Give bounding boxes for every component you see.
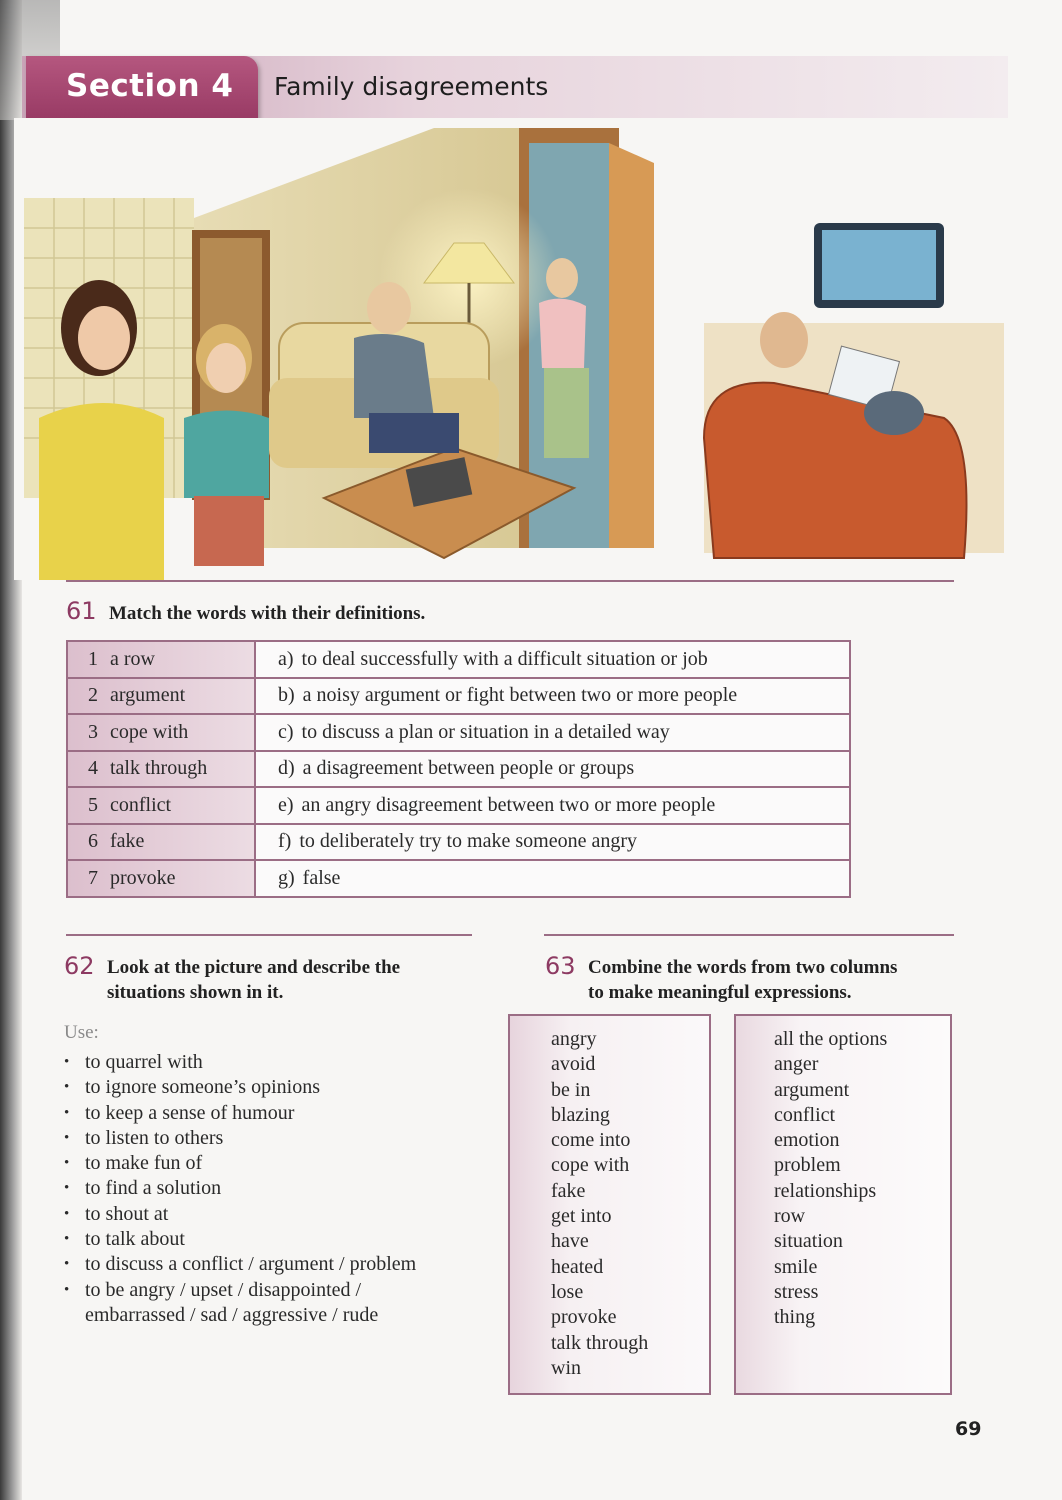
- word-text: cope with: [110, 720, 189, 743]
- word-cell: [67, 824, 255, 861]
- definition-letter: d): [278, 757, 295, 780]
- use-phrase-item: • to listen to others: [64, 1126, 484, 1151]
- definition-row: [67, 787, 850, 824]
- right-column-word: relationships: [774, 1179, 877, 1202]
- left-column-word: be in: [551, 1078, 591, 1101]
- definition-letter: a): [278, 647, 294, 670]
- left-column-word: avoid: [551, 1053, 596, 1076]
- definition-letter: b): [278, 684, 295, 707]
- right-column-word: conflict: [774, 1103, 836, 1126]
- rule-61: [66, 580, 954, 582]
- use-phrase-item: • to find a solution: [64, 1176, 484, 1201]
- exercise-61-number: 61: [66, 597, 97, 625]
- definition-text: an angry disagreement between two or more people: [301, 793, 716, 816]
- word-text: provoke: [110, 866, 176, 889]
- left-column-word: blazing: [551, 1103, 610, 1126]
- definition-row: [67, 678, 850, 715]
- left-column-word: lose: [551, 1280, 584, 1303]
- definition-cell: [255, 678, 850, 715]
- section-label: Section 4: [66, 68, 234, 104]
- definition-text: to deliberately try to make someone angry: [299, 830, 637, 853]
- definition-cell: [255, 714, 850, 751]
- left-column-word: come into: [551, 1129, 631, 1152]
- definition-cell: [255, 824, 850, 861]
- left-column-word: provoke: [551, 1306, 617, 1329]
- use-phrase-item: • to shout at: [64, 1202, 484, 1227]
- definition-letter: c): [278, 720, 294, 743]
- word-cell: [67, 641, 255, 678]
- left-column-word: get into: [551, 1205, 612, 1228]
- definition-text: a noisy argument or fight between two or more people: [302, 684, 738, 707]
- right-column-word: thing: [774, 1306, 816, 1329]
- word-text: fake: [110, 830, 145, 853]
- use-phrase-item: • to talk about: [64, 1227, 484, 1252]
- definition-text: a disagreement between people or groups: [302, 757, 635, 780]
- exercise-63-instruction-line1: Combine the words from two columns: [588, 957, 898, 978]
- use-phrase-item: • to be angry / upset / disappointed /: [64, 1278, 484, 1303]
- right-column-word: row: [774, 1205, 806, 1228]
- word-cell: [67, 860, 255, 897]
- right-column-word: anger: [774, 1053, 819, 1076]
- left-column-word: cope with: [551, 1154, 630, 1177]
- use-phrase-item: • to keep a sense of humour: [64, 1101, 484, 1126]
- page-title: Family disagreements: [274, 72, 549, 101]
- definition-row: [67, 860, 850, 897]
- definition-cell: [255, 641, 850, 678]
- definition-letter: f): [278, 830, 292, 853]
- word-number: 2: [88, 684, 98, 707]
- exercise-63-number: 63: [545, 952, 576, 980]
- use-phrase-list: [64, 1050, 484, 1328]
- use-phrase-item: • to discuss a conflict / argument / problem: [64, 1252, 484, 1277]
- definition-row: [67, 824, 850, 861]
- definition-cell: [255, 860, 850, 897]
- definition-row: [67, 641, 850, 678]
- exercise-63-instruction-line2: to make meaningful expressions.: [588, 982, 852, 1003]
- exercise-61-instruction: Match the words with their definitions.: [109, 603, 426, 624]
- word-cell: [67, 678, 255, 715]
- word-text: argument: [110, 684, 186, 707]
- word-number: 6: [88, 830, 98, 853]
- rule-63: [544, 934, 954, 936]
- use-phrase-item: • to make fun of: [64, 1151, 484, 1176]
- family-scene-illustration: [14, 118, 1014, 580]
- definition-text: to discuss a plan or situation in a detailed way: [301, 720, 670, 743]
- word-number: 7: [88, 866, 98, 889]
- left-column-word: win: [551, 1356, 581, 1379]
- left-column-word: fake: [551, 1179, 586, 1202]
- word-number: 4: [88, 757, 98, 780]
- right-column-list: [774, 1027, 887, 1331]
- page-number: 69: [955, 1418, 982, 1440]
- header-corner: [1008, 62, 1062, 120]
- rule-62: [66, 934, 472, 936]
- left-column-word: heated: [551, 1255, 604, 1278]
- exercise-62-instruction-line1: Look at the picture and describe the: [107, 957, 401, 978]
- definition-cell: [255, 751, 850, 788]
- word-number: 1: [88, 647, 98, 670]
- use-label: Use:: [64, 1022, 99, 1043]
- word-text: talk through: [110, 757, 208, 780]
- word-text: conflict: [110, 793, 172, 816]
- left-column-word: talk through: [551, 1331, 649, 1354]
- definition-letter: g): [278, 866, 295, 889]
- definition-row: [67, 714, 850, 751]
- definitions-table: [66, 640, 851, 898]
- left-column-list: [551, 1027, 648, 1381]
- right-column-word: problem: [774, 1154, 841, 1177]
- definition-row: [67, 751, 850, 788]
- right-column-word: situation: [774, 1230, 843, 1253]
- definition-text: false: [302, 866, 341, 889]
- word-cell: [67, 787, 255, 824]
- right-column-word: smile: [774, 1255, 818, 1278]
- left-column-word: angry: [551, 1028, 597, 1050]
- definition-cell: [255, 787, 850, 824]
- exercise-62-instruction-line2: situations shown in it.: [107, 982, 284, 1003]
- word-cell: [67, 714, 255, 751]
- right-column-word: emotion: [774, 1129, 840, 1152]
- use-phrase-item: embarrassed / sad / aggressive / rude: [85, 1303, 379, 1326]
- word-number: 3: [88, 720, 98, 743]
- right-column-word: argument: [774, 1078, 850, 1101]
- word-text: a row: [110, 647, 155, 670]
- use-phrase-item: • to quarrel with: [64, 1050, 484, 1075]
- right-column-word: stress: [774, 1280, 819, 1303]
- use-phrase-item: • to ignore someone’s opinions: [64, 1075, 484, 1100]
- definition-letter: e): [278, 793, 294, 816]
- left-column-word: have: [551, 1230, 589, 1253]
- exercise-62-number: 62: [64, 952, 95, 980]
- definition-text: to deal successfully with a difficult situation or job: [301, 647, 708, 670]
- right-column-word: all the options: [774, 1028, 888, 1050]
- word-number: 5: [88, 793, 98, 816]
- word-cell: [67, 751, 255, 788]
